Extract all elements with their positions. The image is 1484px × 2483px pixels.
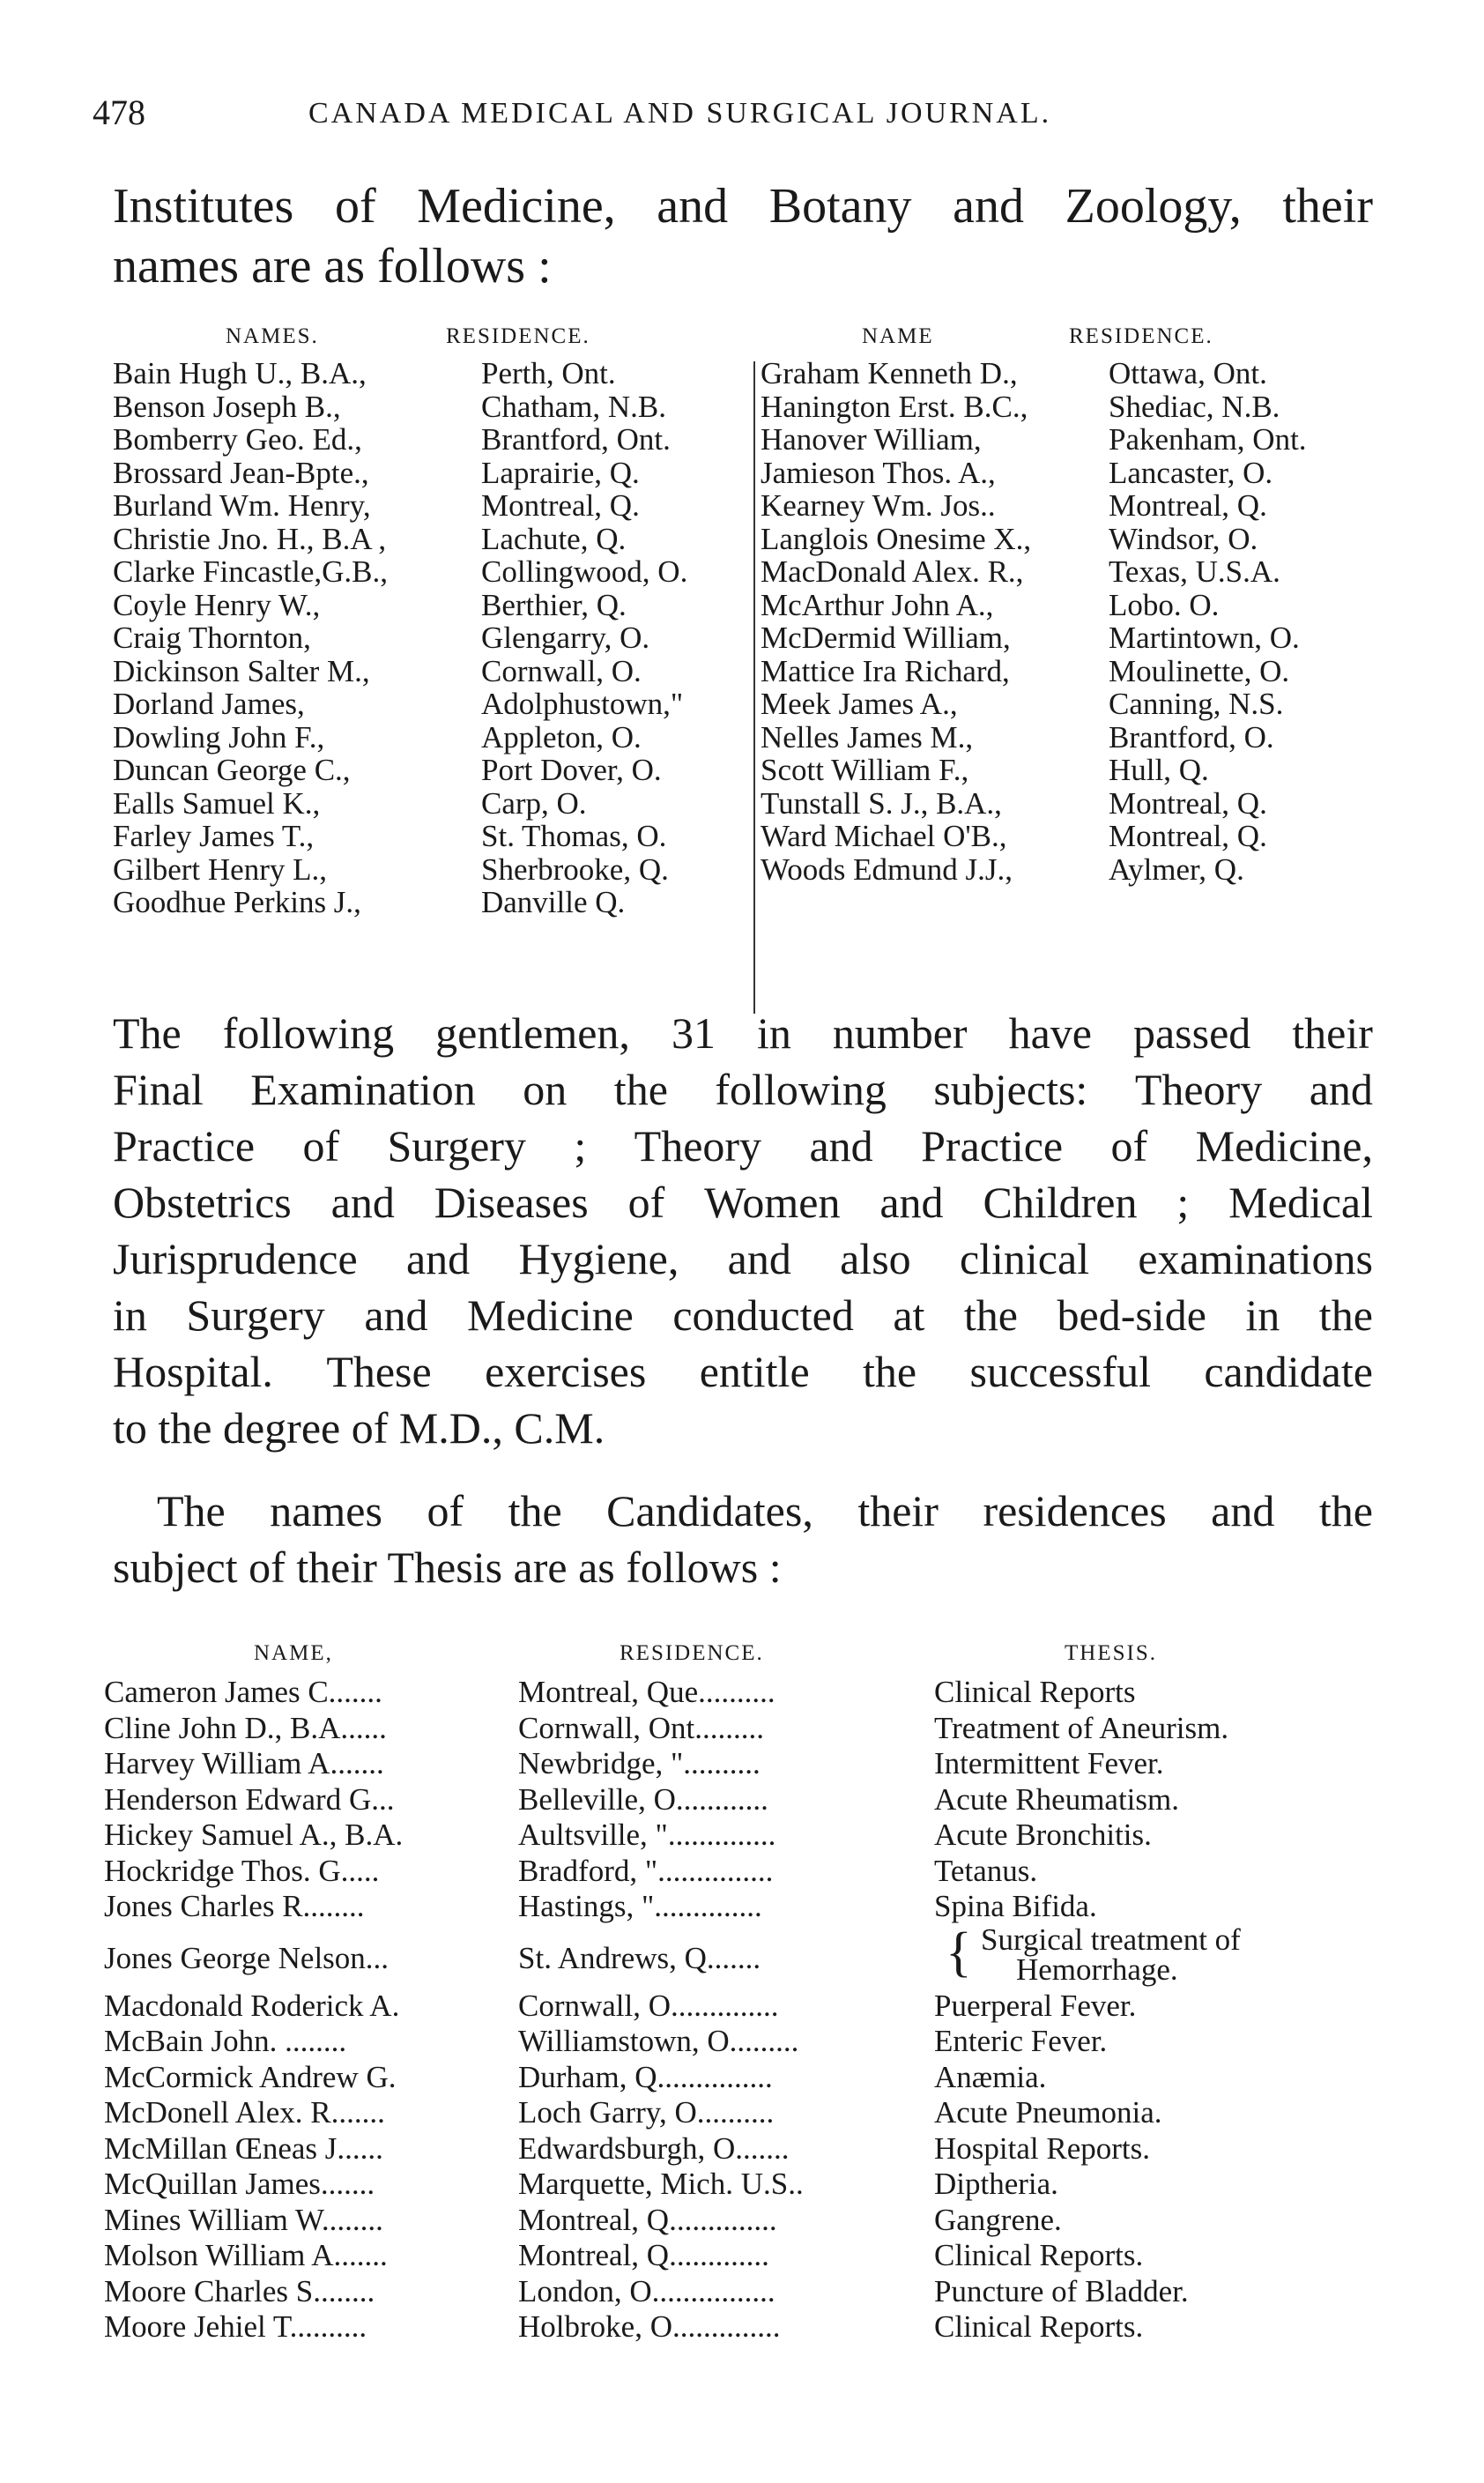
candidate-name: Moore Jehiel T.......... — [104, 2309, 367, 2344]
name-row — [761, 687, 1395, 720]
final-exam-paragraph — [113, 1005, 1373, 1456]
names-header: NAME — [862, 324, 934, 348]
student-residence: Appleton, O. — [481, 719, 642, 755]
candidate-thesis: Enteric Fever. — [934, 2024, 1108, 2058]
thesis-table — [104, 1631, 1391, 2345]
candidate-row — [104, 1818, 1391, 1854]
student-name: Craig Thornton, — [113, 621, 311, 655]
candidates-paragraph — [113, 1483, 1373, 1595]
name-row — [113, 356, 747, 390]
name-row — [761, 852, 1395, 886]
name-row — [113, 456, 747, 489]
student-residence: Laprairie, Q. — [481, 455, 640, 490]
candidate-name: Henderson Edward G... — [104, 1781, 395, 1817]
thesis-header: THESIS. — [1065, 1641, 1157, 1665]
candidate-row — [104, 1711, 1391, 1747]
name-row — [761, 554, 1395, 588]
paragraph-line: to the degree of M.D., C.M. — [113, 1403, 605, 1453]
candidate-thesis: Acute Bronchitis. — [934, 1818, 1152, 1852]
name-row — [113, 786, 747, 820]
candidate-row — [104, 1922, 1391, 1989]
student-residence: Montreal, Q. — [1109, 785, 1267, 821]
student-residence: Brantford, O. — [1109, 719, 1274, 755]
intro-line-1 — [113, 176, 1373, 236]
paragraph-line: Final Examination on the following subjects: Theory and — [113, 1065, 1373, 1114]
candidate-row — [104, 1782, 1391, 1818]
student-residence: Montreal, Q. — [481, 488, 640, 523]
intro-word: and — [953, 179, 1024, 234]
paragraph-line: in Surgery and Medicine conducted at the bed-side in the — [113, 1290, 1373, 1340]
candidate-residence: Williamstown, O......... — [518, 2024, 799, 2058]
candidate-row — [104, 2060, 1391, 2096]
candidate-residence: Montreal, Q............. — [518, 2238, 769, 2272]
candidate-thesis: Anæmia. — [934, 2059, 1047, 2094]
student-name: Kearney Wm. Jos.. — [761, 488, 996, 523]
name-row — [113, 720, 747, 754]
student-residence: Hull, Q. — [1109, 753, 1209, 787]
candidate-name: McBain John. ........ — [104, 2024, 347, 2058]
name-row — [113, 621, 747, 654]
name-row — [113, 819, 747, 852]
student-residence: Lancaster, O. — [1109, 455, 1273, 490]
intro-word: and — [657, 179, 729, 234]
candidate-residence: Durham, Q............... — [518, 2059, 773, 2094]
student-name: Nelles James M., — [761, 719, 974, 755]
student-name: Farley James T., — [113, 819, 315, 853]
candidate-residence: Marquette, Mich. U.S.. — [518, 2167, 804, 2201]
candidate-row — [104, 2203, 1391, 2239]
candidate-name: McMillan Œneas J...... — [104, 2130, 383, 2166]
left-rows — [113, 356, 747, 918]
candidate-name: Molson William A....... — [104, 2238, 388, 2272]
candidate-residence: London, O................ — [518, 2273, 775, 2308]
paragraph-line: Hospital. These exercises entitle the successful candidate — [113, 1347, 1373, 1396]
candidate-thesis: Intermittent Fever. — [934, 1746, 1164, 1780]
residence-header: RESIDENCE. — [1069, 324, 1213, 348]
student-residence: Windsor, O. — [1109, 521, 1258, 556]
student-name: Bomberry Geo. Ed., — [113, 422, 362, 457]
candidate-row — [104, 2309, 1391, 2345]
candidate-residence: Loch Garry, O.......... — [518, 2095, 775, 2130]
right-rows — [761, 356, 1395, 885]
student-residence: Collingwood, O. — [481, 554, 688, 589]
candidate-row — [104, 1889, 1391, 1925]
student-residence: Aylmer, Q. — [1109, 851, 1244, 887]
student-name: Scott William F., — [761, 753, 969, 787]
name-row — [113, 390, 747, 423]
candidate-row — [104, 1746, 1391, 1782]
name-row — [761, 786, 1395, 820]
student-name: Burland Wm. Henry, — [113, 488, 371, 523]
candidate-row — [104, 2167, 1391, 2203]
candidate-residence: Belleville, O............ — [518, 1781, 768, 1817]
student-name: Meek James A., — [761, 687, 958, 721]
name-row — [761, 819, 1395, 852]
student-name: Ward Michael O'B., — [761, 819, 1007, 853]
student-residence: St. Thomas, O. — [481, 819, 667, 853]
student-residence: Cornwall, O. — [481, 653, 642, 688]
candidate-name: Cline John D., B.A...... — [104, 1710, 387, 1745]
paragraph-line: Practice of Surgery ; Theory and Practice of Medicine, — [113, 1121, 1373, 1171]
candidate-name: Jones George Nelson... — [104, 1940, 390, 1975]
candidate-residence: Aultsville, ".............. — [518, 1818, 776, 1852]
name-row — [761, 753, 1395, 786]
candidate-row — [104, 1854, 1391, 1890]
name-row — [761, 588, 1395, 621]
candidate-thesis: Acute Rheumatism. — [934, 1781, 1180, 1817]
column-divider — [753, 361, 755, 1014]
candidate-thesis: Acute Pneumonia. — [934, 2095, 1162, 2130]
paragraph-line: subject of their Thesis are as follows : — [113, 1543, 782, 1592]
candidate-thesis: Clinical Reports — [934, 1675, 1136, 1709]
name-row — [113, 885, 747, 918]
student-name: Tunstall S. J., B.A., — [761, 785, 1002, 821]
candidate-thesis: Puncture of Bladder. — [934, 2273, 1189, 2308]
name-row — [761, 488, 1395, 522]
name-row — [113, 687, 747, 720]
candidate-name: McDonell Alex. R....... — [104, 2095, 385, 2130]
candidate-residence: Montreal, Que.......... — [518, 1675, 775, 1709]
candidate-residence: Montreal, Q.............. — [518, 2202, 777, 2237]
right-column — [761, 317, 1395, 885]
student-residence: Lobo. O. — [1109, 587, 1220, 622]
student-name: Ealls Samuel K., — [113, 785, 321, 821]
student-residence: Texas, U.S.A. — [1109, 554, 1280, 589]
candidate-name: Harvey William A....... — [104, 1746, 384, 1780]
student-residence: Shediac, N.B. — [1109, 389, 1280, 424]
student-name: Christie Jno. H., B.A , — [113, 521, 387, 556]
intro-word: Institutes — [113, 179, 294, 234]
candidate-thesis — [981, 1922, 1241, 1987]
student-name: McDermid William, — [761, 621, 1011, 655]
candidate-row — [104, 1675, 1391, 1711]
student-residence: Ottawa, Ont. — [1109, 356, 1267, 390]
intro-word: their — [1282, 179, 1373, 234]
student-residence: Canning, N.S. — [1109, 687, 1284, 721]
thesis-rows — [104, 1675, 1391, 2345]
name-row — [761, 654, 1395, 688]
student-residence: Pakenham, Ont. — [1109, 422, 1307, 457]
student-residence: Perth, Ont. — [481, 356, 616, 390]
student-name: Benson Joseph B., — [113, 389, 341, 424]
student-residence: Glengarry, O. — [481, 621, 650, 655]
candidate-row — [104, 2095, 1391, 2131]
student-residence: Martintown, O. — [1109, 621, 1300, 655]
residence-header: RESIDENCE. — [446, 324, 590, 348]
candidate-row — [104, 1989, 1391, 2025]
student-name: Jamieson Thos. A., — [761, 455, 996, 490]
candidate-row — [104, 2238, 1391, 2274]
candidate-name: Hickey Samuel A., B.A. — [104, 1818, 404, 1852]
name-row — [761, 522, 1395, 555]
student-name: Dorland James, — [113, 687, 305, 721]
intro-word: Medicine, — [417, 179, 616, 234]
candidate-name: Jones Charles R........ — [104, 1889, 365, 1923]
name-row — [113, 753, 747, 786]
student-residence: Berthier, Q. — [481, 587, 627, 622]
candidate-row — [104, 2274, 1391, 2310]
intro-word: of — [334, 179, 376, 234]
name-row — [761, 356, 1395, 390]
student-name: Hanington Erst. B.C., — [761, 389, 1028, 424]
name-row — [113, 554, 747, 588]
candidate-name: McQuillan James....... — [104, 2167, 375, 2201]
student-name: Gilbert Henry L., — [113, 851, 327, 887]
candidate-thesis: Treatment of Aneurism. — [934, 1710, 1229, 1745]
student-name: McArthur John A., — [761, 587, 994, 622]
candidate-thesis: Hospital Reports. — [934, 2130, 1150, 2166]
student-name: Clarke Fincastle,G.B., — [113, 554, 389, 589]
candidate-residence: Edwardsburgh, O....... — [518, 2130, 790, 2166]
intro-word: Botany — [768, 179, 912, 234]
candidate-name: McCormick Andrew G. — [104, 2059, 397, 2094]
student-name: Goodhue Perkins J., — [113, 885, 361, 919]
student-residence: Moulinette, O. — [1109, 653, 1290, 688]
student-name: Langlois Onesime X., — [761, 521, 1032, 556]
candidate-name: Mines William W........ — [104, 2202, 383, 2237]
name-row — [761, 621, 1395, 654]
student-name: Brossard Jean-Bpte., — [113, 455, 369, 490]
student-residence: Montreal, Q. — [1109, 819, 1267, 853]
candidate-thesis: Clinical Reports. — [934, 2309, 1144, 2344]
student-residence: Sherbrooke, Q. — [481, 851, 669, 887]
candidate-thesis: Puerperal Fever. — [934, 1988, 1137, 2023]
intro-word: Zoology, — [1065, 179, 1242, 234]
intro-paragraph — [113, 176, 1373, 296]
candidate-name: Macdonald Roderick A. — [104, 1988, 400, 2023]
names-header: NAMES. — [226, 324, 319, 348]
name-row — [761, 422, 1395, 456]
candidate-residence: Holbroke, O.............. — [518, 2309, 781, 2344]
candidate-residence: Bradford, "............... — [518, 1853, 774, 1888]
candidate-thesis: Gangrene. — [934, 2202, 1062, 2237]
name-row — [113, 852, 747, 886]
candidate-residence: Cornwall, Ont......... — [518, 1710, 765, 1745]
student-name: Hanover William, — [761, 422, 982, 457]
residence-header: RESIDENCE. — [620, 1641, 764, 1665]
intro-line-2: names are as follows : — [113, 239, 552, 294]
candidate-row — [104, 2024, 1391, 2060]
candidate-thesis: Clinical Reports. — [934, 2238, 1144, 2272]
student-name: MacDonald Alex. R., — [761, 554, 1024, 589]
paragraph-line: The following gentlemen, 31 in number have passed their — [113, 1008, 1373, 1058]
name-header: NAME, — [254, 1641, 333, 1665]
name-row — [113, 422, 747, 456]
student-residence: Lachute, Q. — [481, 521, 627, 556]
student-name: Coyle Henry W., — [113, 587, 321, 622]
student-residence: Adolphustown," — [481, 687, 684, 721]
candidate-residence: Newbridge, ".......... — [518, 1746, 761, 1780]
candidate-thesis: Spina Bifida. — [934, 1889, 1097, 1923]
student-name: Woods Edmund J.J., — [761, 851, 1013, 887]
candidate-name: Cameron James C....... — [104, 1675, 382, 1709]
name-row — [761, 390, 1395, 423]
student-name: Bain Hugh U., B.A., — [113, 356, 367, 390]
thesis-line: Surgical treatment of — [981, 1922, 1241, 1957]
student-residence: Montreal, Q. — [1109, 488, 1267, 523]
student-name: Duncan George C., — [113, 753, 351, 787]
student-name: Dickinson Salter M., — [113, 653, 370, 688]
student-residence: Port Dover, O. — [481, 753, 662, 787]
student-residence: Brantford, Ont. — [481, 422, 671, 457]
brace-mark: { — [946, 1922, 972, 1982]
candidate-name: Moore Charles S........ — [104, 2273, 375, 2308]
student-name: Graham Kenneth D., — [761, 356, 1018, 390]
candidate-name: Hockridge Thos. G..... — [104, 1853, 380, 1888]
student-residence: Danville Q. — [481, 885, 626, 919]
name-row — [113, 522, 747, 555]
candidate-thesis: Diptheria. — [934, 2167, 1058, 2201]
student-name: Dowling John F., — [113, 719, 325, 755]
name-row — [761, 456, 1395, 489]
candidate-residence: St. Andrews, Q....... — [518, 1940, 761, 1975]
right-column-header — [761, 317, 1395, 356]
candidate-thesis: Tetanus. — [934, 1853, 1038, 1888]
left-column — [113, 317, 747, 918]
name-row — [761, 720, 1395, 754]
name-row — [113, 488, 747, 522]
student-residence: Chatham, N.B. — [481, 389, 666, 424]
paragraph-line: Jurisprudence and Hygiene, and also clinical examinations — [113, 1234, 1373, 1283]
journal-title: CANADA MEDICAL AND SURGICAL JOURNAL. — [308, 97, 1052, 130]
thesis-table-header — [104, 1631, 1391, 1675]
candidate-residence: Cornwall, O.............. — [518, 1988, 779, 2023]
left-column-header — [113, 317, 747, 356]
running-header — [93, 88, 1397, 141]
thesis-line: Hemorrhage. — [1016, 1951, 1178, 1987]
name-row — [113, 654, 747, 688]
name-row — [113, 588, 747, 621]
student-name: Mattice Ira Richard, — [761, 653, 1010, 688]
candidate-row — [104, 2131, 1391, 2167]
paragraph-line: Obstetrics and Diseases of Women and Children ; Medical — [113, 1178, 1373, 1227]
student-residence: Carp, O. — [481, 785, 587, 821]
page-number: 478 — [93, 93, 145, 132]
paragraph-line: The names of the Candidates, their residences and the — [157, 1486, 1373, 1535]
candidate-residence: Hastings, ".............. — [518, 1889, 762, 1923]
